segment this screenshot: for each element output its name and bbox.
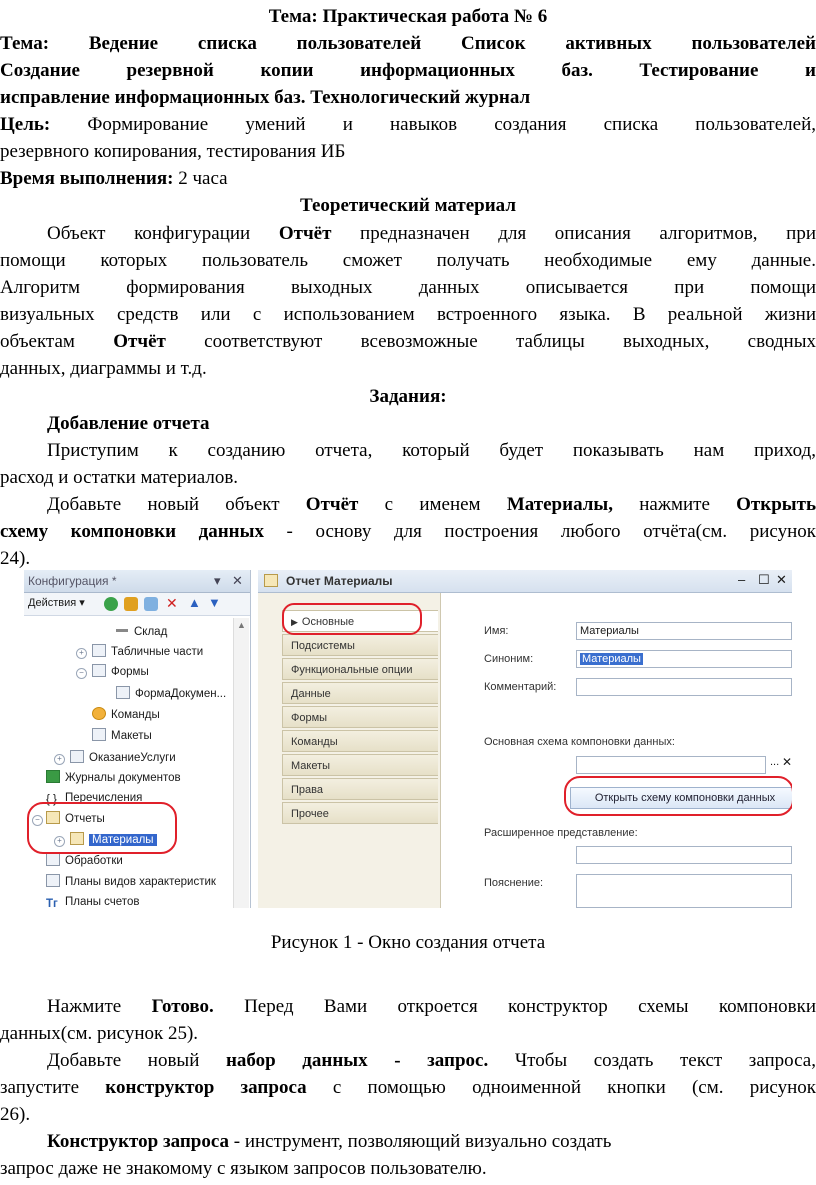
configuration-panel-title: Конфигурация *: [28, 574, 117, 588]
name-label: Имя:: [484, 625, 509, 637]
highlight-open-schema-button: [564, 776, 792, 816]
comment-label: Комментарий:: [484, 681, 557, 693]
add-icon[interactable]: [104, 597, 118, 611]
tab-data[interactable]: Данные: [282, 682, 438, 704]
topic-text-1: Ведение списка пользователей Список активных пользователей: [88, 33, 816, 54]
tab-templates[interactable]: Макеты: [282, 754, 438, 776]
topic-line-3: исправление информационных баз. Технологический журнал: [0, 87, 531, 108]
goal-line-1: [0, 112, 816, 139]
tree-item-reports[interactable]: Отчеты: [46, 810, 105, 828]
close-icon[interactable]: ✕: [232, 573, 243, 588]
tree-item-tabular-parts[interactable]: Табличные части: [92, 643, 203, 661]
tasks-heading: Задания:: [369, 386, 447, 407]
minimize-icon[interactable]: –: [738, 572, 746, 587]
extended-presentation-field[interactable]: [576, 846, 792, 864]
explanation-label: Пояснение:: [484, 877, 544, 889]
document-icon: [70, 750, 84, 763]
configuration-panel: [24, 570, 251, 908]
close-icon[interactable]: ✕: [776, 572, 787, 587]
tree-item-commands[interactable]: Команды: [92, 706, 160, 724]
table-icon: [92, 644, 106, 657]
tree-item-journals[interactable]: Журналы документов: [46, 769, 181, 787]
attribute-icon: [116, 629, 128, 632]
maximize-icon[interactable]: ☐: [758, 572, 770, 587]
accounts-icon: Тг: [46, 898, 58, 908]
highlight-basic-tab: [282, 603, 422, 635]
configuration-panel-titlebar: [24, 570, 250, 593]
time-label: Время выполнения:: [0, 168, 174, 189]
tree-item-sklad[interactable]: Склад: [116, 623, 167, 641]
form-icon: [92, 664, 106, 677]
theory-line-1: Объект конфигурации Отчёт предназначен для описания алгоритмов, при: [47, 223, 816, 244]
form-icon: [116, 686, 130, 699]
move-down-icon[interactable]: ▼: [208, 595, 221, 610]
goal-text-1: Формирование умений и навыков создания списка пользователей,: [87, 114, 816, 135]
tree-item-processing[interactable]: Обработки: [46, 852, 123, 870]
synonym-field[interactable]: Материалы: [576, 650, 792, 668]
goal-line-2: резервного копирования, тестирования ИБ: [0, 141, 346, 162]
task-p6-line-2: запрос даже не знакомому с языком запросов пользователю.: [0, 1158, 487, 1179]
time-value: 2 часа: [178, 168, 228, 189]
expand-icon[interactable]: +: [54, 836, 65, 847]
figure-screenshot: [24, 570, 792, 908]
tab-other[interactable]: Прочее: [282, 802, 438, 824]
pin-icon[interactable]: ▾: [214, 573, 221, 588]
edit-icon[interactable]: [124, 597, 138, 611]
journal-icon: [46, 770, 60, 783]
tree-item-chart-of-accounts[interactable]: Тг Планы счетов: [46, 896, 140, 908]
configuration-toolbar: [24, 593, 250, 616]
extended-presentation-label: Расширенное представление:: [484, 827, 638, 839]
topic-line-2: Создание резервной копии информационных баз. Тестирование и: [0, 60, 816, 81]
enum-icon: { }: [46, 794, 57, 806]
collapse-icon[interactable]: −: [76, 668, 87, 679]
report-window-title: Отчет Материалы: [286, 574, 393, 588]
topic-line-1: [0, 31, 816, 58]
report-icon: [264, 574, 278, 587]
topic-label: Тема:: [0, 33, 50, 54]
tree-item-materials-report[interactable]: Материалы: [70, 831, 157, 849]
select-icon[interactable]: ...: [770, 756, 780, 768]
figure-caption: Рисунок 1 - Окно создания отчета: [270, 932, 546, 953]
collapse-icon[interactable]: −: [32, 815, 43, 826]
report-properties-window: [258, 570, 792, 908]
goal-label: Цель:: [0, 114, 51, 135]
task-p5-line-2: запустите конструктор запроса с помощью одноименной кнопки (см. рисунок: [0, 1077, 816, 1098]
report-window-titlebar: [258, 570, 792, 593]
tab-rights[interactable]: Права: [282, 778, 438, 800]
tab-forms[interactable]: Формы: [282, 706, 438, 728]
theory-line-2: помощи которых пользователь сможет получать необходимые ему данные.: [0, 250, 816, 271]
actions-menu[interactable]: Действия ▾: [28, 597, 85, 609]
tree-scrollbar[interactable]: [233, 618, 249, 908]
tree-item-characteristic-types[interactable]: Планы видов характеристик: [46, 873, 216, 891]
copy-icon[interactable]: [144, 597, 158, 611]
tasks-subheading: Добавление отчета: [47, 413, 210, 434]
chart-types-icon: [46, 874, 60, 887]
theory-line-3: Алгоритм формирования выходных данных описывается при помощи: [0, 277, 816, 298]
move-up-icon[interactable]: ▲: [188, 595, 201, 610]
doc-title: Тема: Практическая работа № 6: [268, 6, 548, 27]
tree-item-document-form[interactable]: ФормаДокумен...: [116, 685, 226, 703]
task-p3-line-2: схему компоновки данных - основу для построения любого отчёта(см. рисунок: [0, 521, 816, 542]
theory-heading: Теоретический материал: [300, 195, 516, 216]
task-p2-line-2: расход и остатки материалов.: [0, 467, 239, 488]
task-p2-line-1: Приступим к созданию отчета, который будет показывать нам приход,: [47, 440, 816, 461]
comment-field[interactable]: [576, 678, 792, 696]
task-p6-line-1: Конструктор запроса - инструмент, позволяющий визуально создать: [47, 1131, 612, 1152]
template-icon: [92, 728, 106, 741]
tree-item-forms[interactable]: Формы: [92, 663, 149, 681]
task-p3-line-1: Добавьте новый объект Отчёт с именем Материалы, нажмите Открыть: [47, 494, 816, 515]
tab-basic[interactable]: ▶ Основные: [282, 610, 438, 632]
open-schema-button[interactable]: Открыть схему компоновки данных: [570, 787, 792, 809]
highlight-materials-report: [27, 802, 177, 854]
processing-icon: [46, 853, 60, 866]
tree-item-service-document[interactable]: ОказаниеУслуги: [70, 749, 176, 767]
tab-functional-options[interactable]: Функциональные опции: [282, 658, 438, 680]
theory-line-4: визуальных средств или с использованием встроенного языка. В реальной жизни: [0, 304, 816, 325]
task-p5-line-1: Добавьте новый набор данных - запрос. Чтобы создать текст запроса,: [47, 1050, 816, 1071]
scroll-up-icon[interactable]: ▲: [237, 620, 246, 630]
expand-icon[interactable]: +: [54, 754, 65, 765]
delete-icon[interactable]: ✕: [166, 595, 178, 611]
tree-item-enums[interactable]: { } Перечисления: [46, 792, 143, 806]
task-p4-line-2: данных(см. рисунок 25).: [0, 1023, 199, 1044]
task-p3-line-3: 24).: [0, 548, 31, 569]
synonym-label: Синоним:: [484, 653, 534, 665]
name-field[interactable]: Материалы: [576, 622, 792, 640]
time-line: [0, 166, 816, 193]
tab-subsystems[interactable]: Подсистемы: [282, 634, 438, 656]
tab-commands[interactable]: Команды: [282, 730, 438, 752]
schema-label: Основная схема компоновки данных:: [484, 736, 675, 748]
task-p4-line-1: Нажмите Готово. Перед Вами откроется конструктор схемы компоновки: [47, 996, 816, 1017]
task-p5-line-3: 26).: [0, 1104, 31, 1125]
explanation-field[interactable]: [576, 874, 792, 908]
tree-item-templates[interactable]: Макеты: [92, 727, 152, 745]
schema-field[interactable]: [576, 756, 766, 774]
clear-icon[interactable]: ✕: [782, 755, 792, 769]
theory-line-6: данных, диаграммы и т.д.: [0, 358, 207, 379]
arrow-right-icon: ▶: [291, 617, 298, 627]
expand-icon[interactable]: +: [76, 648, 87, 659]
command-icon: [92, 707, 106, 720]
theory-line-5: объектам Отчёт соответствуют всевозможные таблицы выходных, сводных: [0, 331, 816, 352]
